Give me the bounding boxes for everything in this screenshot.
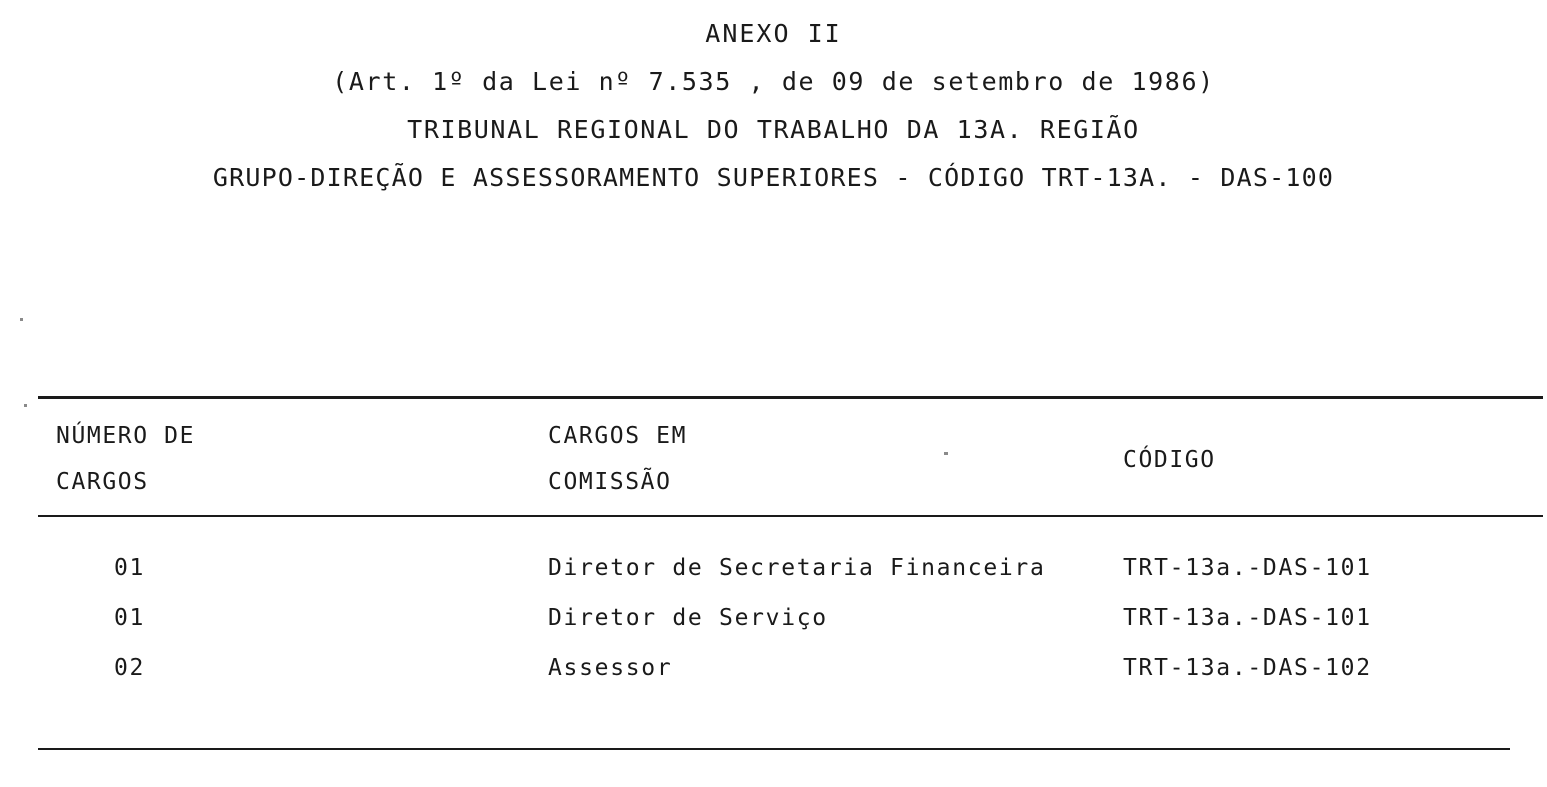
table-bottom-rule xyxy=(38,748,1510,750)
column-header-position-line2: COMISSÃO xyxy=(548,469,672,495)
column-header-number-line1: NÚMERO DE xyxy=(56,423,196,449)
cell-position: Diretor de Secretaria Financeira xyxy=(548,555,1046,581)
cell-code: TRT-13a.-DAS-101 xyxy=(1123,555,1372,581)
column-header-position-line1: CARGOS EM xyxy=(548,423,688,449)
table-row xyxy=(38,593,1543,643)
table-row xyxy=(38,543,1543,593)
column-header-number xyxy=(38,413,548,505)
column-header-code xyxy=(1123,413,1543,483)
cell-number: 02 xyxy=(114,655,146,681)
cell-position: Diretor de Serviço xyxy=(548,605,828,631)
cell-code: TRT-13a.-DAS-101 xyxy=(1123,605,1372,631)
cell-number: 01 xyxy=(114,605,146,631)
organization-name: TRIBUNAL REGIONAL DO TRABALHO DA 13A. REGIÃO xyxy=(407,115,1140,144)
scan-speck xyxy=(20,318,23,321)
positions-table xyxy=(38,396,1543,731)
cell-code: TRT-13a.-DAS-102 xyxy=(1123,655,1372,681)
column-header-code-text: CÓDIGO xyxy=(1123,447,1216,473)
scan-speck xyxy=(24,404,27,407)
legal-reference: (Art. 1º da Lei nº 7.535 , de 09 de setembro de 1986) xyxy=(332,67,1215,96)
cell-position: Assessor xyxy=(548,655,673,681)
table-header-row xyxy=(38,399,1543,515)
cell-number: 01 xyxy=(114,555,146,581)
table-row xyxy=(38,643,1543,693)
document-heading xyxy=(0,0,1547,202)
group-code-line: GRUPO-DIREÇÃO E ASSESSORAMENTO SUPERIORES - CÓDIGO TRT-13A. - DAS-100 xyxy=(212,163,1335,192)
table-body xyxy=(38,517,1543,731)
column-header-position xyxy=(548,413,1123,505)
column-header-number-line2: CARGOS xyxy=(56,469,149,495)
page-title: ANEXO II xyxy=(705,19,842,48)
